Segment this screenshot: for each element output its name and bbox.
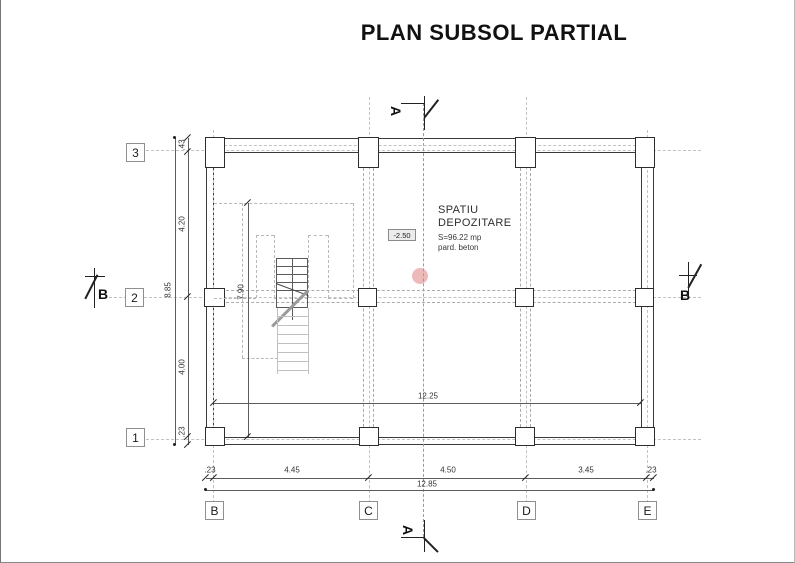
column-D1 (515, 427, 535, 446)
section-B-left-flag (84, 274, 98, 299)
grid-line-E (647, 130, 648, 508)
room-name-line1: SPATIU (438, 204, 479, 216)
stairwell-notch2-right (328, 235, 329, 298)
column-C3 (358, 137, 379, 168)
dim-text-23-b2: .23 (645, 465, 657, 475)
stairwell-outline-left (242, 203, 243, 358)
section-A-top-stem (424, 96, 425, 130)
dim-text-400: 4.00 (177, 359, 187, 375)
stair-lower-edge-right (308, 308, 309, 374)
grid-label-B: B (210, 503, 219, 518)
grid-line-3 (141, 150, 701, 151)
cursor-position-dot (412, 268, 428, 284)
page-title: PLAN SUBSOL PARTIAL (360, 20, 628, 45)
stairwell-notch1-right (274, 235, 275, 298)
dim-line-bottom-total (206, 490, 654, 491)
column-D2 (515, 288, 534, 307)
grid-bubble-1 (126, 428, 145, 447)
grid-bubble-D (517, 501, 536, 520)
stairwell-notch1-cap (256, 235, 274, 236)
dim-text-450: 4.50 (440, 465, 456, 475)
stairwell-notch1-left (256, 235, 257, 298)
stair-lower-tread (277, 352, 308, 353)
column-D3 (515, 137, 536, 168)
room-floor-finish: pard. beton (438, 243, 479, 252)
stairwell-notch2-cap (308, 235, 328, 236)
grid-label-D: D (522, 503, 531, 518)
section-A-top-bar (401, 103, 424, 104)
room-name-line2: DEPOZITARE (438, 217, 512, 229)
dim-line-stair-height (248, 203, 249, 437)
grid-label-E: E (643, 503, 652, 518)
stairwell-outline-right (353, 203, 354, 298)
dim-dot (173, 136, 176, 139)
dim-text-1225: 12.25 (417, 391, 439, 401)
section-A-top-flag (423, 99, 438, 118)
elevation-marker (388, 229, 416, 241)
section-B-left-stem (94, 268, 95, 308)
dim-text-23-b1: .23 (204, 465, 216, 475)
grid-label-1: 1 (132, 430, 139, 445)
dim-tick (650, 474, 657, 481)
grid-bubble-C (359, 501, 378, 520)
grid-line-1 (141, 439, 701, 440)
dim-line-left-segments (188, 138, 189, 445)
stair-lower-tread (277, 343, 308, 344)
section-A-bottom-letter: A (400, 524, 417, 536)
stair-lower-tread (277, 325, 308, 326)
section-B-left-letter: B (98, 286, 109, 302)
dim-text-1285: 12.85 (416, 479, 438, 489)
section-A-top-letter: A (388, 105, 405, 117)
stairwell-notch2-left (308, 235, 309, 298)
grid-bubble-3 (126, 143, 145, 162)
section-A-bottom-bar (401, 537, 424, 538)
grid-bubble-2 (125, 288, 144, 307)
dim-text-420: 4.20 (177, 216, 187, 232)
stair-lower-tread (277, 334, 308, 335)
column-C2 (358, 288, 377, 307)
grid-line-2 (109, 297, 701, 298)
section-A-bottom-flag (423, 537, 438, 552)
column-E2 (635, 288, 654, 307)
dim-dot (173, 443, 176, 446)
column-E3 (635, 137, 655, 168)
grid-label-3: 3 (132, 145, 139, 160)
grid-line-B (213, 130, 214, 508)
elevation-value: -2.50 (393, 230, 411, 240)
dim-tick (184, 441, 191, 448)
grid-label-2: 2 (131, 290, 138, 305)
stair-lower-edge-left (277, 308, 278, 374)
grid-bubble-B (205, 501, 224, 520)
stairwell-base-3 (328, 298, 353, 299)
column-B3 (205, 137, 225, 168)
stairwell-outline-top (214, 203, 353, 204)
room-area: S=96.22 mp (438, 233, 482, 242)
dim-text-345: 3.45 (578, 465, 594, 475)
column-E1 (635, 427, 655, 446)
section-B-right-letter: B (680, 287, 691, 303)
stairwell-base-1 (214, 298, 256, 299)
section-line-A (423, 103, 424, 537)
dim-text-790: 7.90 (236, 284, 246, 300)
dim-text-23-left: .23 (177, 426, 187, 438)
dim-line-interior-width (214, 403, 641, 404)
dim-dot (652, 488, 655, 491)
dim-text-885: 8.85 (163, 282, 173, 298)
column-C1 (359, 427, 379, 446)
grid-bubble-E (638, 501, 657, 520)
stair-lower-tread (277, 316, 308, 317)
grid-label-C: C (364, 503, 373, 518)
stair-lower-tread (277, 370, 308, 371)
stair-lower-tread (277, 361, 308, 362)
dim-text-43: .43 (177, 139, 187, 151)
dim-text-445: 4.45 (284, 465, 300, 475)
dim-dot (204, 488, 207, 491)
dim-line-left-total (175, 138, 176, 445)
column-B1 (205, 427, 225, 446)
beam-line-top-wall (214, 145, 641, 146)
